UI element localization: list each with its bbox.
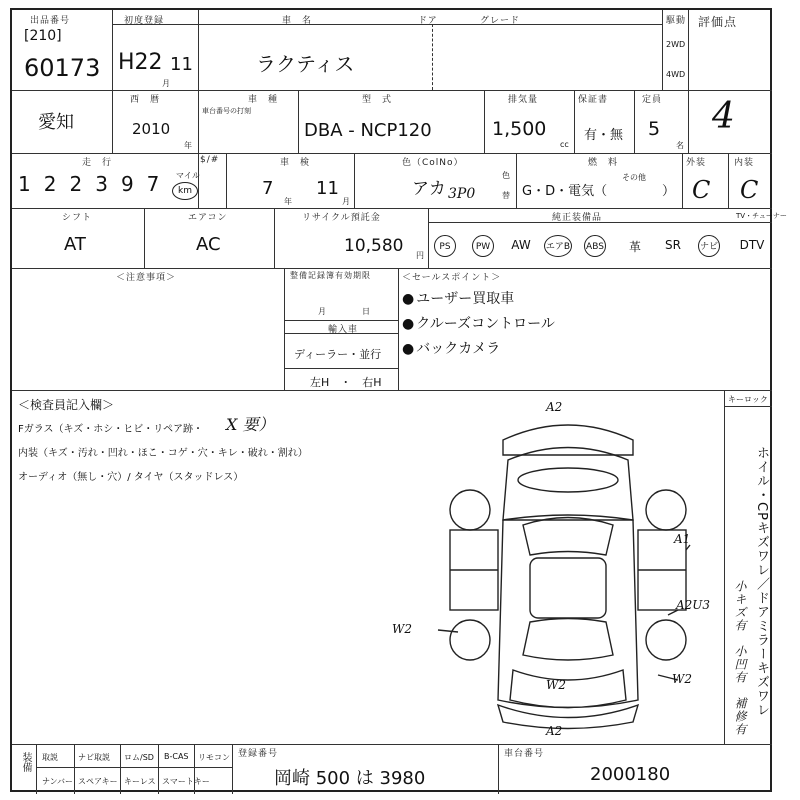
shaken-year-unit: 年: [284, 197, 292, 206]
exhibit-no-label: 出品番号: [30, 16, 71, 26]
equipment-label: 純正装備品: [552, 213, 603, 223]
ext-label: 外装: [686, 158, 707, 168]
recycle-unit: 円: [416, 251, 424, 260]
inspector-line1: Fガラス（キズ・ホシ・ヒビ・リペア跡・: [18, 424, 204, 435]
inspector-vertical-note: ホイル・CPキズワレ／ドアミラーキズワレ: [754, 446, 769, 717]
maker-label: 車 種: [248, 95, 279, 105]
handle-side: 左H ・ 右H: [310, 376, 382, 389]
rear-bumper: [498, 705, 638, 729]
mark-front: A2: [546, 400, 563, 414]
car-diagram: [428, 400, 711, 740]
year: 2010: [132, 120, 171, 138]
footer-item-2: ナビ取説: [78, 753, 110, 762]
fuel-close: ）: [662, 184, 676, 199]
car-name: ラクティス: [256, 52, 355, 76]
capacity-label: 定員: [642, 95, 663, 105]
rule-footer: [12, 744, 772, 745]
equip-dtv: DTV: [739, 238, 765, 252]
trunk: [510, 670, 626, 708]
lane-code: [210]: [24, 28, 62, 44]
rear-glass: [523, 619, 613, 661]
first-reg-month: 11: [170, 54, 193, 75]
footer-col1: 装備: [20, 752, 31, 772]
displacement: 1,500: [492, 118, 547, 140]
ext-grade: C: [692, 176, 711, 204]
displacement-unit: cc: [560, 140, 569, 149]
hood-panel: [518, 468, 618, 492]
sales-point-2: ● クルーズコントロール: [402, 313, 555, 333]
keylock-label: キーロック: [728, 395, 768, 404]
hood: [503, 448, 633, 521]
record-month: 月: [318, 307, 326, 316]
front-bumper: [503, 425, 633, 455]
inspector-line2: 内装（キズ・汚れ・凹れ・ほこ・コゲ・穴・キレ・破れ・割れ）: [18, 448, 308, 459]
footer-item-4: B-CAS: [164, 752, 189, 761]
exhibit-no: 60173: [24, 54, 101, 82]
sales-point-3: ● バックカメラ: [402, 338, 500, 358]
rear-right-wheel: [646, 620, 686, 660]
rear-left-wheel: [450, 620, 490, 660]
rule-row4: [12, 268, 772, 269]
int-grade: C: [740, 176, 759, 204]
footer-item-3: ロム/SD: [124, 753, 154, 762]
import-options: ディーラー・並行: [294, 348, 382, 361]
mark-left-wheel: W2: [392, 622, 412, 636]
first-reg-label: 初度登録: [124, 16, 165, 26]
equip-navi: ナビ: [698, 235, 720, 257]
equip-airbag: エアB: [544, 235, 572, 257]
region: 愛知: [38, 112, 74, 133]
recycle-label: リサイクル預託金: [302, 213, 381, 223]
fuel-other: その他: [622, 173, 646, 182]
drive-2wd: 2WD: [666, 40, 686, 49]
fuel-label: 燃 料: [588, 158, 619, 168]
mileage-label: 走 行: [82, 158, 113, 168]
roof: [530, 558, 606, 618]
equip-abs: ABS: [584, 235, 606, 257]
dtv-header: TV・チューナー: [736, 212, 787, 220]
equip-leather: 革: [628, 240, 641, 254]
footer-item-1: 取説: [42, 753, 58, 762]
record-day: 日: [362, 307, 370, 316]
recycle: 10,580: [344, 236, 404, 256]
equip-sr: SR: [665, 238, 681, 252]
rule-row2: [12, 153, 772, 154]
shaken-label: 車 検: [280, 158, 311, 168]
inspector-line1-hand: X 要）: [226, 415, 275, 434]
first-reg-month-unit: 月: [162, 79, 170, 88]
equip-ps: PS: [434, 235, 456, 257]
unit-label: $/#: [200, 155, 220, 165]
capacity: 5: [648, 118, 661, 140]
inspector-vertical-note2: 小キズ有 小凹有 補修有: [733, 580, 747, 736]
rule-row1: [12, 90, 772, 91]
plate-label: 登録番号: [238, 749, 279, 759]
footer-item-8: キーレス: [124, 777, 156, 786]
shift: AT: [64, 234, 86, 255]
grade-label: グレード: [480, 16, 521, 26]
rule-row3: [12, 208, 772, 209]
mark-rear: A2: [546, 724, 563, 738]
mark-right-wheel: W2: [672, 672, 692, 686]
equip-pw: PW: [472, 235, 494, 257]
mark-right-rear: A2U3: [676, 598, 711, 612]
front-right-wheel: [646, 490, 686, 530]
footer-item-6: ナンバー: [42, 777, 74, 786]
record-label: 整備記録簿有効期限: [290, 271, 371, 280]
shift-label: シフト: [62, 213, 93, 223]
car-name-label: 車 名: [282, 16, 313, 26]
color-label: 色（ColNo）: [402, 158, 464, 168]
footer-item-5: リモコン: [198, 753, 230, 762]
auction-sheet: [10, 8, 787, 792]
color-code: 3P0: [448, 186, 476, 202]
capacity-unit: 名: [676, 141, 684, 150]
mileage-unit-km: km: [172, 182, 198, 200]
notes-label: ＜注意事項＞: [116, 273, 177, 283]
maker-sub: 車台番号の打刻: [202, 107, 251, 115]
year-unit: 年: [184, 141, 192, 150]
front-left-wheel: [450, 490, 490, 530]
model-label: 型 式: [362, 95, 393, 105]
color-sub-2: 替: [502, 191, 510, 200]
displacement-label: 排気量: [508, 95, 539, 105]
score-label: 評価点: [698, 15, 738, 29]
year-label: 西 暦: [130, 95, 161, 105]
chassis: 2000180: [590, 764, 671, 785]
import-label: 輸入車: [328, 325, 359, 335]
inspection-record-label: 保証書: [578, 95, 609, 105]
chassis-label: 車台番号: [504, 749, 545, 759]
plate: 岡崎 500 は 3980: [274, 768, 426, 789]
inspector-title: ＜検査員記入欄＞: [18, 398, 115, 412]
shaken-month: 11: [316, 178, 339, 199]
windshield: [523, 518, 613, 556]
shaken-month-unit: 月: [342, 197, 350, 206]
ac: AC: [196, 234, 221, 255]
model: DBA - NCP120: [304, 120, 432, 141]
footer-item-7: スペアキー: [78, 777, 118, 786]
inspection-record: 有・無: [584, 128, 624, 143]
mileage-digits: 122397: [18, 172, 173, 196]
color: アカ: [412, 179, 446, 199]
rule-row5: [12, 390, 772, 391]
score: 4: [712, 96, 735, 137]
footer-item-9: スマートキー: [162, 777, 210, 786]
equip-aw: AW: [511, 238, 531, 252]
door-label: ドア: [418, 16, 438, 26]
mark-rear-center: W2: [546, 678, 566, 692]
fuel-options: G・D・電気（: [522, 184, 608, 199]
color-sub-1: 色: [502, 171, 510, 180]
int-label: 内装: [734, 158, 755, 168]
inspector-line3: オーディオ（無し・穴）/ タイヤ（スタッドレス）: [18, 472, 244, 483]
mileage-unit-mile: マイル: [176, 171, 200, 180]
drive-label: 駆動: [666, 16, 687, 26]
sales-label: ＜セールスポイント＞: [402, 273, 502, 283]
first-reg-era: H22: [118, 50, 163, 75]
shaken-year: 7: [262, 178, 274, 199]
mark-right-door: A1: [674, 532, 691, 546]
sales-point-1: ● ユーザー買取車: [402, 288, 514, 308]
drive-4wd: 4WD: [666, 70, 686, 79]
ac-label: エアコン: [188, 213, 228, 223]
